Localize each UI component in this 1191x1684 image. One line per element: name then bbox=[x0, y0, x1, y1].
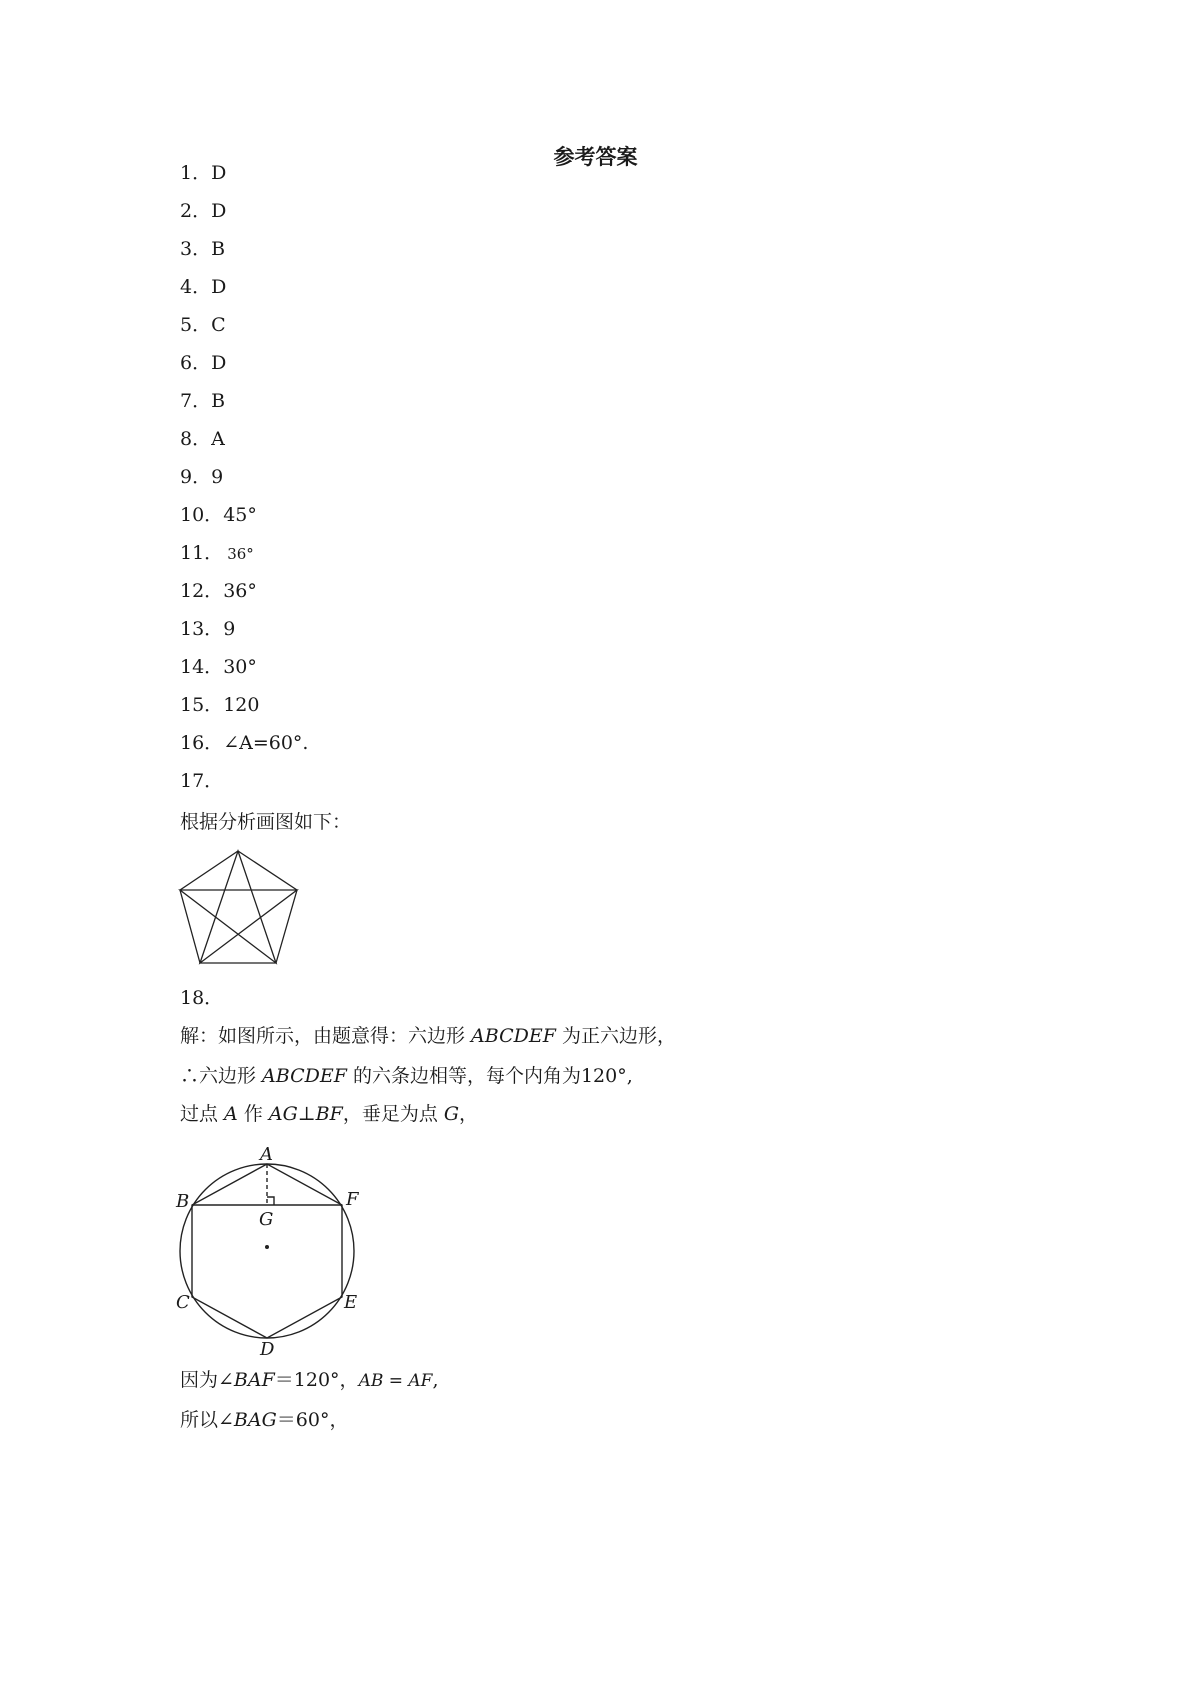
answer-value: D bbox=[211, 352, 227, 374]
answer-row bbox=[180, 768, 223, 794]
answer-number: 15． bbox=[180, 694, 224, 716]
q18-line-4 bbox=[180, 1366, 439, 1395]
q18-line-3 bbox=[180, 1100, 478, 1128]
label-e: E bbox=[344, 1292, 358, 1313]
q18-line-3-h: G bbox=[443, 1103, 460, 1125]
q18-line-4-a: 因为∠ bbox=[180, 1369, 234, 1391]
q18-line-2-c: 的六条边相等，每个内角为120°, bbox=[346, 1065, 633, 1087]
q18-line-3-f: BF bbox=[315, 1103, 343, 1125]
answer-row bbox=[180, 198, 226, 224]
answer-number: 13． bbox=[180, 618, 224, 640]
label-d: D bbox=[260, 1339, 275, 1360]
answer-value: 30° bbox=[223, 656, 257, 678]
q18-number: 18． bbox=[180, 987, 224, 1009]
answer-row bbox=[180, 502, 257, 528]
answer-number: 3． bbox=[180, 238, 212, 260]
q18-line-3-c: 作 bbox=[237, 1103, 269, 1125]
hexagon-outline bbox=[192, 1164, 342, 1338]
answer-row bbox=[180, 274, 226, 300]
answer-row bbox=[180, 654, 257, 680]
answer-value: D bbox=[211, 162, 227, 184]
center-point bbox=[265, 1245, 269, 1249]
answer-value: B bbox=[211, 390, 226, 412]
q18-line-3-b: A bbox=[224, 1103, 238, 1125]
answer-row bbox=[180, 464, 223, 490]
answer-number: 12． bbox=[180, 580, 224, 602]
q18-line-1-b: ABCDEF bbox=[471, 1025, 556, 1047]
answer-value: 36° bbox=[223, 580, 257, 602]
answer-row bbox=[180, 426, 225, 452]
answer-value: 9 bbox=[223, 618, 236, 640]
answer-number: 10． bbox=[180, 504, 224, 526]
answer-value: 9 bbox=[211, 466, 224, 488]
q18-line-3-g: ，垂足为点 bbox=[342, 1103, 444, 1125]
right-angle-mark bbox=[267, 1197, 274, 1205]
q18-line-1-a: 解：如图所示，由题意得：六边形 bbox=[180, 1025, 472, 1047]
q17-text: 根据分析画图如下： bbox=[180, 811, 352, 833]
answer-value: ∠A=60°. bbox=[223, 732, 309, 754]
answer-row bbox=[180, 236, 225, 262]
q18-line-5-b: BAG bbox=[233, 1409, 277, 1431]
answer-number: 5． bbox=[180, 314, 212, 336]
label-f: F bbox=[346, 1189, 359, 1210]
q18-line-3-e: ⊥ bbox=[297, 1103, 316, 1125]
label-g: G bbox=[259, 1209, 274, 1230]
answer-row bbox=[180, 692, 259, 718]
q18-line-2-b: ABCDEF bbox=[262, 1065, 347, 1087]
q18-line-2-a: ∴六边形 bbox=[180, 1065, 263, 1087]
q18-line-4-b: BAF bbox=[233, 1369, 275, 1391]
answer-value: A bbox=[211, 428, 225, 450]
answer-number: 14． bbox=[180, 656, 224, 678]
answer-row bbox=[180, 616, 235, 642]
page-title: 参考答案 bbox=[553, 144, 638, 169]
answer-row bbox=[180, 578, 257, 604]
q18-line-1-c: 为正六边形， bbox=[555, 1025, 676, 1047]
answer-number: 6． bbox=[180, 352, 212, 374]
q18-line-4-e: , bbox=[432, 1369, 439, 1391]
label-a: A bbox=[260, 1144, 273, 1165]
answer-value: D bbox=[211, 200, 227, 222]
answer-number: 7． bbox=[180, 390, 212, 412]
answer-number: 2． bbox=[180, 200, 212, 222]
hexagon-figure bbox=[176, 1144, 380, 1360]
pentagram-star bbox=[180, 851, 297, 963]
q18-line-5-a: 所以∠ bbox=[180, 1409, 234, 1431]
answer-number: 16． bbox=[180, 732, 224, 754]
pentagram-figure bbox=[178, 848, 302, 968]
answer-value: B bbox=[211, 238, 226, 260]
pentagon-outline bbox=[180, 851, 297, 963]
answer-row bbox=[180, 730, 308, 756]
answer-row bbox=[180, 312, 226, 338]
q18-line-3-i: ， bbox=[459, 1103, 479, 1125]
q18-line-5 bbox=[180, 1406, 348, 1434]
answer-number: 4． bbox=[180, 276, 212, 298]
answer-number: 11． bbox=[180, 542, 224, 564]
answer-value: D bbox=[211, 276, 227, 298]
q18-line-4-c: ＝120°， bbox=[274, 1369, 359, 1391]
q18-line-2 bbox=[180, 1062, 633, 1090]
answer-value: C bbox=[211, 314, 226, 336]
q18-line-4-d: AB = AF bbox=[358, 1371, 433, 1391]
label-b: B bbox=[176, 1191, 190, 1212]
answer-number: 1． bbox=[180, 162, 212, 184]
q18-line-5-c: ＝60°， bbox=[276, 1409, 349, 1431]
answer-row bbox=[180, 388, 225, 414]
answer-value: 120 bbox=[223, 694, 260, 716]
q18-line-3-a: 过点 bbox=[180, 1103, 225, 1125]
q18-line-3-d: AG bbox=[268, 1103, 298, 1125]
answer-number: 17． bbox=[180, 770, 224, 792]
circumcircle bbox=[180, 1164, 354, 1338]
answer-row bbox=[180, 160, 226, 186]
answer-value: 45° bbox=[223, 504, 257, 526]
q18-line-1 bbox=[180, 1022, 676, 1050]
answer-number: 8． bbox=[180, 428, 212, 450]
label-c: C bbox=[176, 1292, 190, 1313]
answer-row bbox=[180, 540, 254, 567]
answer-value: 36° bbox=[227, 545, 254, 563]
answer-row bbox=[180, 350, 226, 376]
answer-number: 9． bbox=[180, 466, 212, 488]
